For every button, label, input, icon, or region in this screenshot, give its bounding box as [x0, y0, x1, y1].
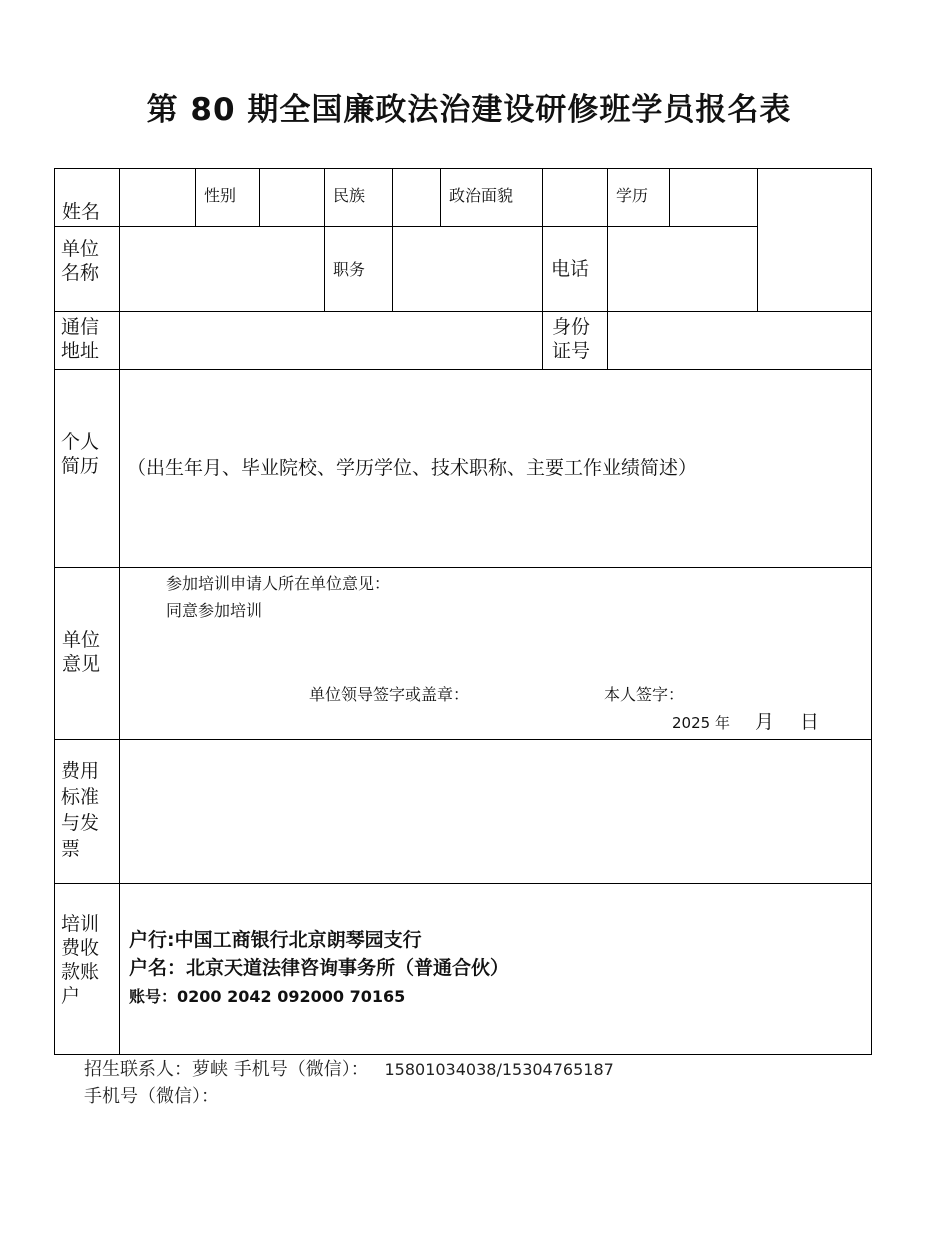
position-label: 职务	[333, 260, 366, 279]
unit-name-field[interactable]	[120, 227, 323, 311]
self-signature-label[interactable]: 本人签字：	[604, 685, 685, 704]
contact-phone: 15801034038/15304765187	[384, 1060, 614, 1079]
account-label: 培训费收款账户	[61, 913, 100, 1007]
page-title: 第 80 期全国廉政法治建设研修班学员报名表	[146, 92, 792, 128]
name-field[interactable]	[120, 169, 194, 226]
education-label: 学历	[616, 186, 649, 205]
second-phone-line: 手机号（微信）：	[84, 1086, 219, 1107]
account-number-line: 账号：0200 2042 092000 70165	[129, 987, 406, 1006]
name-label: 姓名	[62, 201, 101, 223]
gender-field[interactable]	[260, 169, 323, 226]
id-label: 身份证号	[552, 316, 591, 362]
opinion-line1: 参加培训申请人所在单位意见：	[166, 574, 391, 593]
photo-box[interactable]	[758, 169, 871, 311]
fee-label: 费用标准与发票	[61, 760, 100, 860]
account-name-line: 户名：北京天道法律咨询事务所（普通合伙）	[129, 957, 510, 979]
political-label: 政治面貌	[449, 186, 514, 205]
resume-hint[interactable]: （出生年月、毕业院校、学历学位、技术职称、主要工作业绩简述）	[127, 457, 698, 479]
contact-label: 招生联系人：萝峡 手机号（微信）：	[84, 1059, 369, 1080]
unit-name-label: 单位名称	[61, 238, 100, 284]
address-label: 通信地址	[61, 316, 100, 362]
phone-field[interactable]	[608, 227, 756, 311]
opinion-label: 单位意见	[62, 629, 101, 675]
gender-label: 性别	[204, 186, 237, 205]
resume-label: 个人简历	[61, 431, 100, 477]
leader-signature-label[interactable]: 单位领导签字或盖章：	[309, 685, 470, 704]
phone-label: 电话	[551, 258, 590, 280]
opinion-line2: 同意参加培训	[166, 601, 263, 620]
ethnicity-field[interactable]	[393, 169, 439, 226]
date-year: 2025 年	[672, 714, 730, 732]
position-field[interactable]	[393, 227, 541, 311]
address-field[interactable]	[120, 312, 541, 369]
political-field[interactable]	[543, 169, 606, 226]
fee-field[interactable]	[120, 740, 871, 883]
ethnicity-label: 民族	[333, 186, 366, 205]
date-day: 日	[800, 711, 820, 733]
date-month: 月	[755, 711, 775, 733]
bank-line: 户行:中国工商银行北京朗琴园支行	[129, 929, 422, 951]
id-field[interactable]	[608, 312, 871, 369]
education-field[interactable]	[670, 169, 756, 226]
contact-line	[84, 1058, 614, 1082]
